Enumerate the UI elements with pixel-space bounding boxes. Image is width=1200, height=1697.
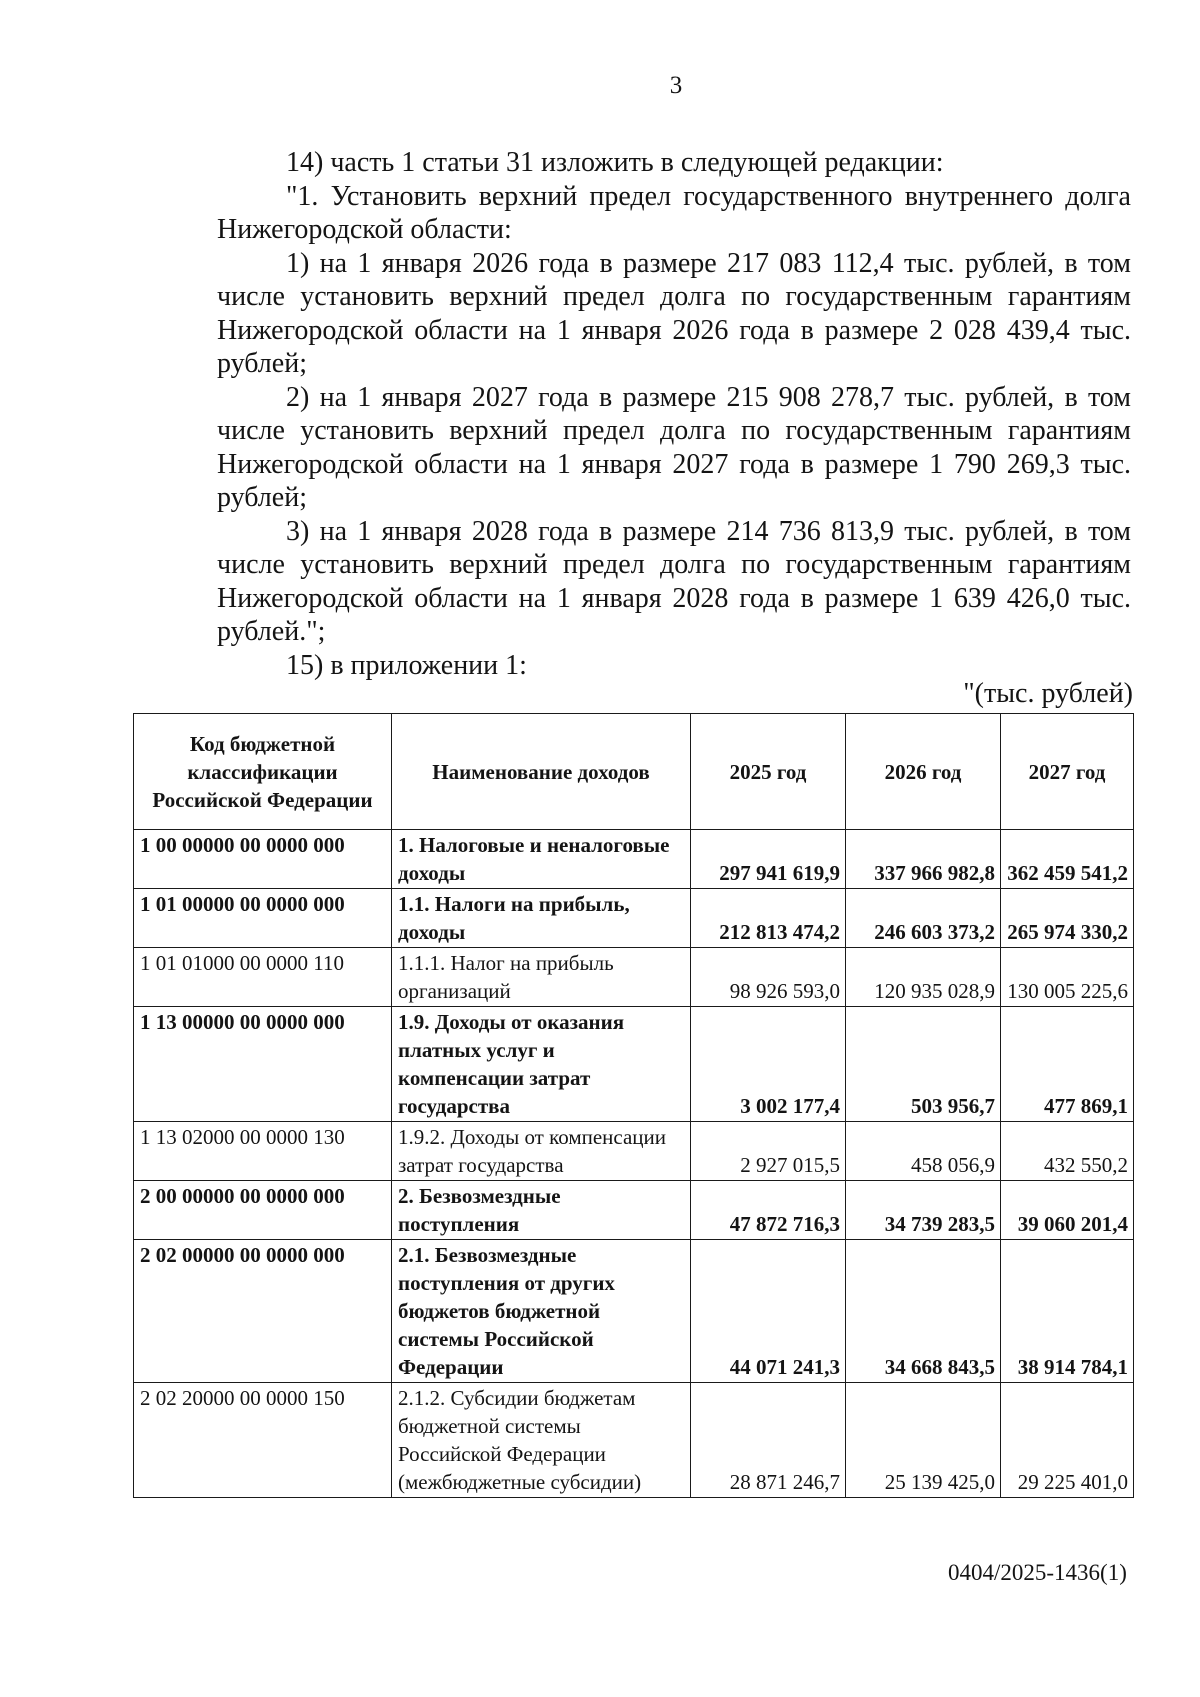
row-value-2025: 2 927 015,5: [691, 1122, 846, 1181]
row-value-2027: 432 550,2: [1001, 1122, 1134, 1181]
header-2027: 2027 год: [1001, 714, 1134, 830]
row-value-2025: 212 813 474,2: [691, 889, 846, 948]
table-row: [134, 1122, 1134, 1181]
row-value-2026: 120 935 028,9: [846, 948, 1001, 1007]
row-value-2025: 44 071 241,3: [691, 1240, 846, 1383]
table-row: [134, 830, 1134, 889]
row-code: 1 13 02000 00 0000 130: [134, 1122, 392, 1181]
table-row: [134, 1181, 1134, 1240]
unit-note: "(тыс. рублей): [963, 678, 1133, 709]
row-code: 1 13 00000 00 0000 000: [134, 1007, 392, 1122]
table-row: [134, 1240, 1134, 1383]
table-row: [134, 1383, 1134, 1498]
header-name: Наименование доходов: [392, 714, 691, 830]
row-value-2027: 362 459 541,2: [1001, 830, 1134, 889]
row-value-2025: 3 002 177,4: [691, 1007, 846, 1122]
header-code: Код бюджетной классификации Российской Федерации: [134, 714, 392, 830]
row-name: 1.1. Налоги на прибыль, доходы: [392, 889, 691, 948]
row-value-2025: 297 941 619,9: [691, 830, 846, 889]
row-value-2026: 458 056,9: [846, 1122, 1001, 1181]
row-code: 2 02 00000 00 0000 000: [134, 1240, 392, 1383]
paragraph-item-15: 15) в приложении 1:: [286, 649, 527, 681]
row-value-2026: 246 603 373,2: [846, 889, 1001, 948]
row-value-2027: 265 974 330,2: [1001, 889, 1134, 948]
row-value-2027: 477 869,1: [1001, 1007, 1134, 1122]
row-value-2026: 25 139 425,0: [846, 1383, 1001, 1498]
paragraph-debt-limit: "1. Установить верхний предел государственного внутреннего долга Нижегородской области:: [217, 180, 1131, 245]
row-name: 2. Безвозмездные поступления: [392, 1181, 691, 1240]
row-value-2027: 130 005 225,6: [1001, 948, 1134, 1007]
paragraph-2026: 1) на 1 января 2026 года в размере 217 083 112,4 тыс. рублей, в том числе установить верхний предел долга по государственным гарантиям Нижегородской области на 1 января 2026 года в размере 2 028 439,4 тыс. рублей;: [217, 247, 1131, 379]
row-name: 2.1. Безвозмездные поступления от других бюджетов бюджетной системы Российской Федерации: [392, 1240, 691, 1383]
row-code: 1 01 01000 00 0000 110: [134, 948, 392, 1007]
paragraph-2027: 2) на 1 января 2027 года в размере 215 908 278,7 тыс. рублей, в том числе установить верхний предел долга по государственным гарантиям Нижегородской области на 1 января 2027 года в размере 1 790 269,3 тыс. рублей;: [217, 381, 1131, 513]
paragraph-item-14: 14) часть 1 статьи 31 изложить в следующей редакции:: [286, 147, 944, 178]
row-value-2026: 34 668 843,5: [846, 1240, 1001, 1383]
row-value-2027: 29 225 401,0: [1001, 1383, 1134, 1498]
row-value-2026: 503 956,7: [846, 1007, 1001, 1122]
row-code: 2 00 00000 00 0000 000: [134, 1181, 392, 1240]
header-2026: 2026 год: [846, 714, 1001, 830]
table-header-row: [134, 714, 1134, 830]
row-value-2026: 337 966 982,8: [846, 830, 1001, 889]
table-row: [134, 889, 1134, 948]
header-2025: 2025 год: [691, 714, 846, 830]
page-number: 3: [669, 72, 683, 99]
table-row: [134, 1007, 1134, 1122]
row-name: 1.9. Доходы от оказания платных услуг и компенсации затрат государства: [392, 1007, 691, 1122]
row-value-2025: 28 871 246,7: [691, 1383, 846, 1498]
row-name: 1.9.2. Доходы от компенсации затрат государства: [392, 1122, 691, 1181]
row-code: 1 00 00000 00 0000 000: [134, 830, 392, 889]
table-row: [134, 948, 1134, 1007]
row-value-2027: 39 060 201,4: [1001, 1181, 1134, 1240]
row-code: 1 01 00000 00 0000 000: [134, 889, 392, 948]
paragraph-2028: 3) на 1 января 2028 года в размере 214 736 813,9 тыс. рублей, в том числе установить верхний предел долга по государственным гарантиям Нижегородской области на 1 января 2028 года в размере 1 639 426,0 тыс. рублей.";: [217, 515, 1131, 647]
row-value-2027: 38 914 784,1: [1001, 1240, 1134, 1383]
row-value-2025: 98 926 593,0: [691, 948, 846, 1007]
document-reference: 0404/2025-1436(1): [948, 1560, 1127, 1585]
amendment-text: [217, 146, 1131, 682]
row-name: 1. Налоговые и неналоговые доходы: [392, 830, 691, 889]
row-name: 1.1.1. Налог на прибыль организаций: [392, 948, 691, 1007]
row-name: 2.1.2. Субсидии бюджетам бюджетной системы Российской Федерации (межбюджетные субсидии): [392, 1383, 691, 1498]
row-value-2026: 34 739 283,5: [846, 1181, 1001, 1240]
row-code: 2 02 20000 00 0000 150: [134, 1383, 392, 1498]
row-value-2025: 47 872 716,3: [691, 1181, 846, 1240]
revenue-table: [133, 713, 1134, 1498]
